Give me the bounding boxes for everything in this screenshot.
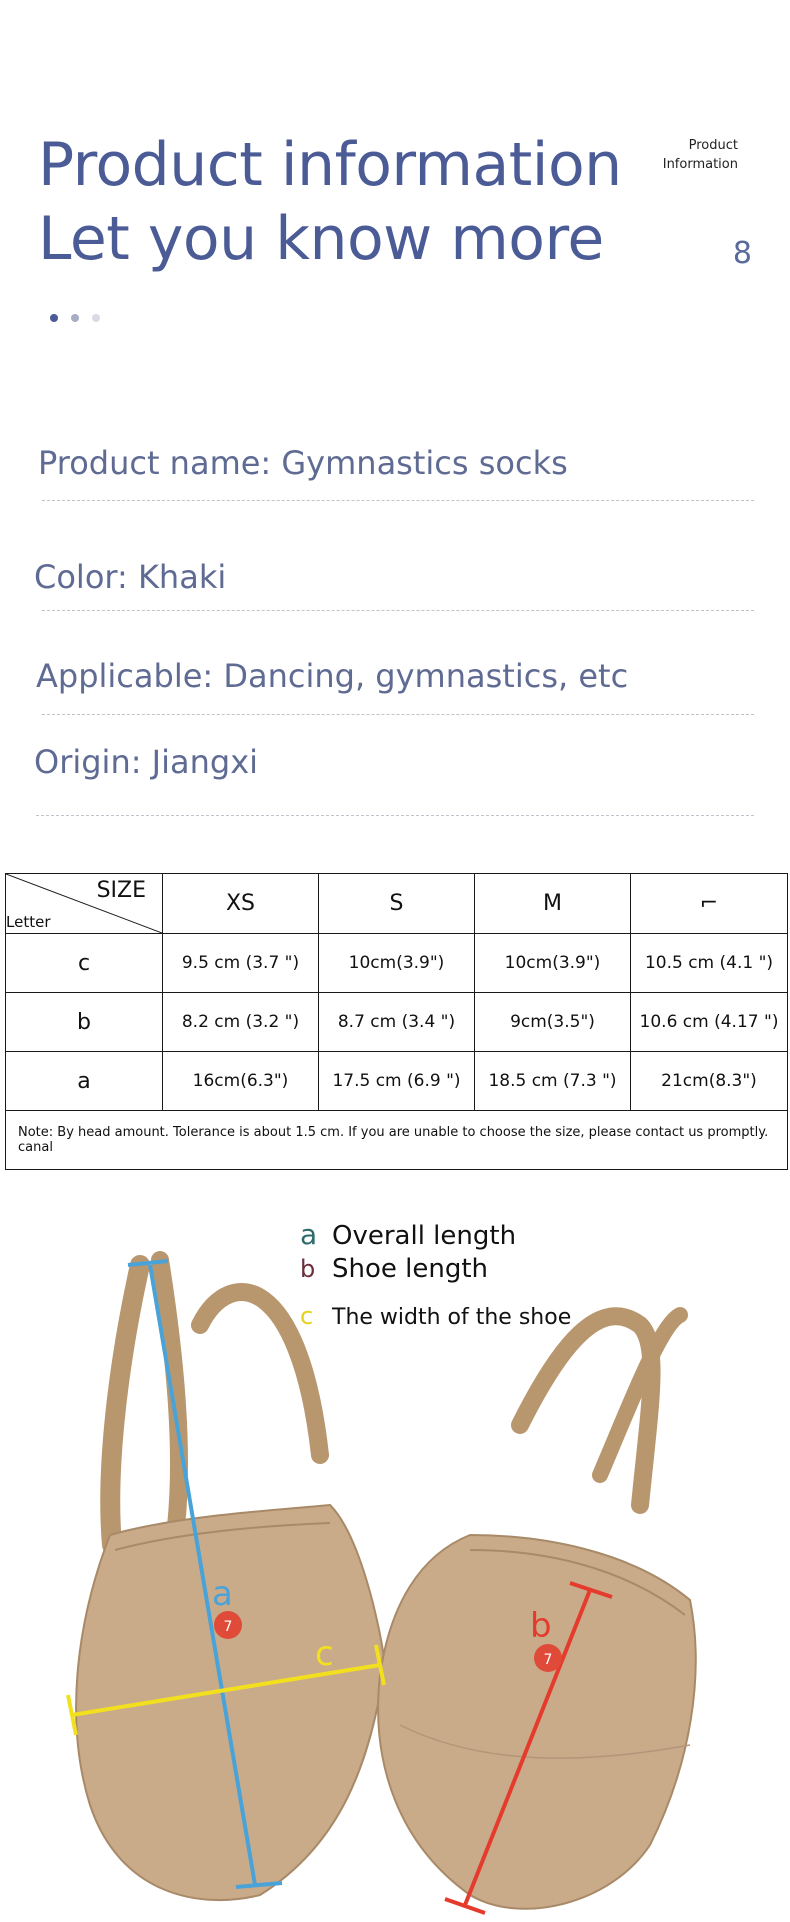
table-cell: 8.7 cm (3.4 ") — [319, 993, 475, 1052]
column-header-s: S — [319, 874, 475, 934]
column-header-xs: XS — [163, 874, 319, 934]
table-row — [6, 1052, 788, 1111]
pagination-dot — [71, 314, 79, 322]
table-cell: 21cm(8.3") — [631, 1052, 788, 1111]
photo-label-a: a — [212, 1574, 233, 1614]
left-badge-text: 7 — [223, 1619, 233, 1635]
row-label: a — [6, 1052, 163, 1111]
origin-text: Origin: Jiangxi — [34, 743, 259, 781]
legend-text: Shoe length — [332, 1254, 489, 1284]
legend-text: The width of the shoe — [332, 1305, 572, 1330]
pagination-dot-active — [50, 314, 58, 322]
applicable-text: Applicable: Dancing, gymnastics, etc — [36, 657, 629, 695]
photo-label-c: c — [315, 1634, 334, 1674]
column-header-m: M — [475, 874, 631, 934]
table-cell: 9.5 cm (3.7 ") — [163, 934, 319, 993]
table-cell: 10cm(3.9") — [475, 934, 631, 993]
table-row — [6, 993, 788, 1052]
corner-letter-label: Letter — [6, 913, 51, 931]
divider — [36, 815, 754, 816]
table-cell: 9cm(3.5") — [475, 993, 631, 1052]
legend-text: Overall length — [332, 1221, 517, 1251]
color-text: Color: Khaki — [34, 558, 227, 596]
legend-item — [300, 1254, 488, 1284]
section-label — [663, 136, 738, 174]
legend-letter-a: a — [300, 1218, 318, 1251]
page-number: 8 — [732, 236, 752, 271]
table-header-row — [6, 874, 788, 934]
section-label-line-1: Product — [688, 138, 738, 153]
row-label: b — [6, 993, 163, 1052]
table-cell: 17.5 cm (6.9 ") — [319, 1052, 475, 1111]
photo-label-b: b — [530, 1606, 552, 1646]
legend-item — [300, 1302, 571, 1330]
left-sock — [76, 1505, 385, 1900]
pagination-dot — [92, 314, 100, 322]
size-note: Note: By head amount. Tolerance is about 1.5 cm. If you are unable to choose the size, please contact us promptly. canal — [6, 1111, 788, 1170]
legend-letter-b: b — [300, 1255, 316, 1283]
table-note-row — [6, 1111, 788, 1170]
right-badge-text: 7 — [543, 1652, 553, 1668]
section-label-line-2: Information — [662, 157, 738, 172]
pagination-dots — [50, 314, 100, 322]
size-table — [5, 873, 788, 1170]
table-corner-cell — [6, 874, 163, 934]
table-cell: 16cm(6.3") — [163, 1052, 319, 1111]
table-cell: 10.5 cm (4.1 ") — [631, 934, 788, 993]
legend-item — [300, 1218, 516, 1251]
divider — [42, 610, 754, 611]
table-cell: 10.6 cm (4.17 ") — [631, 993, 788, 1052]
table-cell: 10cm(3.9") — [319, 934, 475, 993]
table-cell: 8.2 cm (3.2 ") — [163, 993, 319, 1052]
left-strap-2 — [160, 1260, 179, 1535]
left-strap-1 — [110, 1265, 140, 1545]
product-name-text: Product name: Gymnastics socks — [38, 444, 568, 482]
page-title — [38, 128, 622, 276]
table-row — [6, 934, 788, 993]
corner-size-label: SIZE — [96, 878, 146, 903]
divider — [42, 714, 754, 715]
divider — [42, 500, 754, 501]
table-cell: 18.5 cm (7.3 ") — [475, 1052, 631, 1111]
title-line-1: Product information — [38, 130, 622, 200]
legend-letter-c: c — [300, 1302, 314, 1330]
title-line-2: Let you know more — [38, 204, 604, 274]
column-header-4: ⌐ — [631, 874, 788, 934]
row-label: c — [6, 934, 163, 993]
